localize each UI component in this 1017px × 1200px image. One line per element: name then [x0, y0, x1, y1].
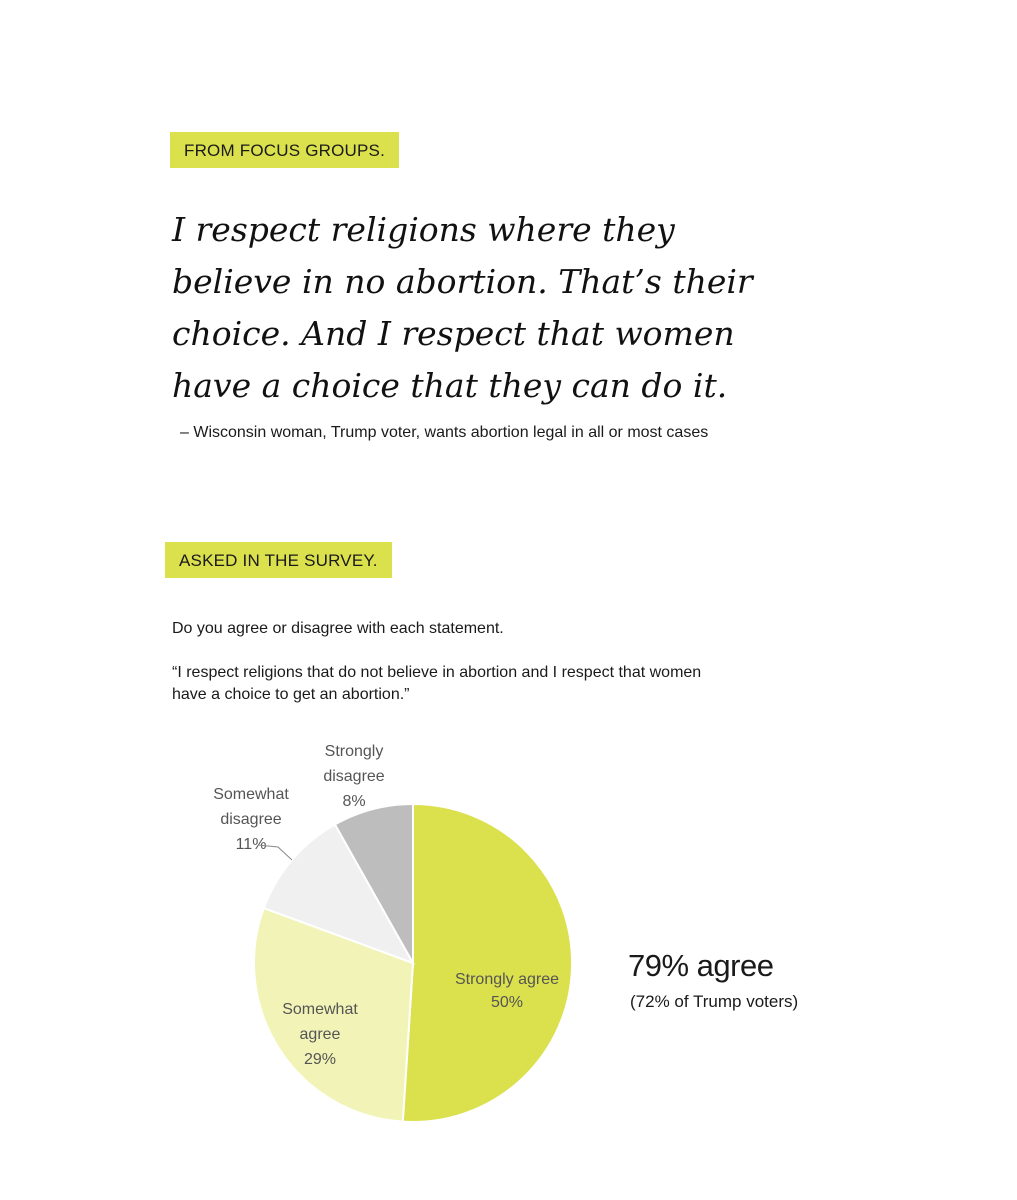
pie-category-strongly-disagree: Strongly: [324, 743, 384, 760]
pie-value-somewhat-disagree: 11%: [235, 836, 267, 853]
pie-category-somewhat-disagree: disagree: [220, 811, 282, 828]
focus-groups-tag: FROM FOCUS GROUPS.: [170, 132, 399, 168]
quote-attribution: – Wisconsin woman, Trump voter, wants abortion legal in all or most cases: [180, 424, 709, 441]
pie-slice-strongly-agree: [403, 804, 572, 1122]
summary-headline: 79% agree: [628, 948, 774, 983]
survey-tag: ASKED IN THE SURVEY.: [165, 542, 392, 578]
survey-question: Do you agree or disagree with each statement.: [172, 620, 504, 637]
pie-category-strongly-disagree: disagree: [323, 768, 385, 785]
pie-category-strongly-agree: Strongly agree: [454, 971, 560, 988]
pie-category-somewhat-agree: agree: [299, 1026, 341, 1043]
pie-label-somewhat-disagree: [213, 786, 289, 853]
pie-label-strongly-disagree: [323, 743, 384, 810]
pie-value-somewhat-agree: 29%: [303, 1051, 337, 1068]
survey-statement: “I respect religions that do not believe in abortion and I respect that women have a choice to get an abortion.”: [172, 664, 702, 703]
pie-category-somewhat-agree: Somewhat: [282, 1001, 358, 1018]
pie-value-strongly-disagree: 8%: [342, 793, 366, 810]
focus-group-quote: I respect religions where they believe in no abortion. That’s their choice. And I respect that women have a choice that they can do it.: [172, 210, 753, 405]
pie-category-somewhat-disagree: Somewhat: [213, 786, 289, 803]
summary-subline: (72% of Trump voters): [630, 992, 799, 1011]
pie-value-strongly-agree: 50%: [490, 994, 524, 1011]
